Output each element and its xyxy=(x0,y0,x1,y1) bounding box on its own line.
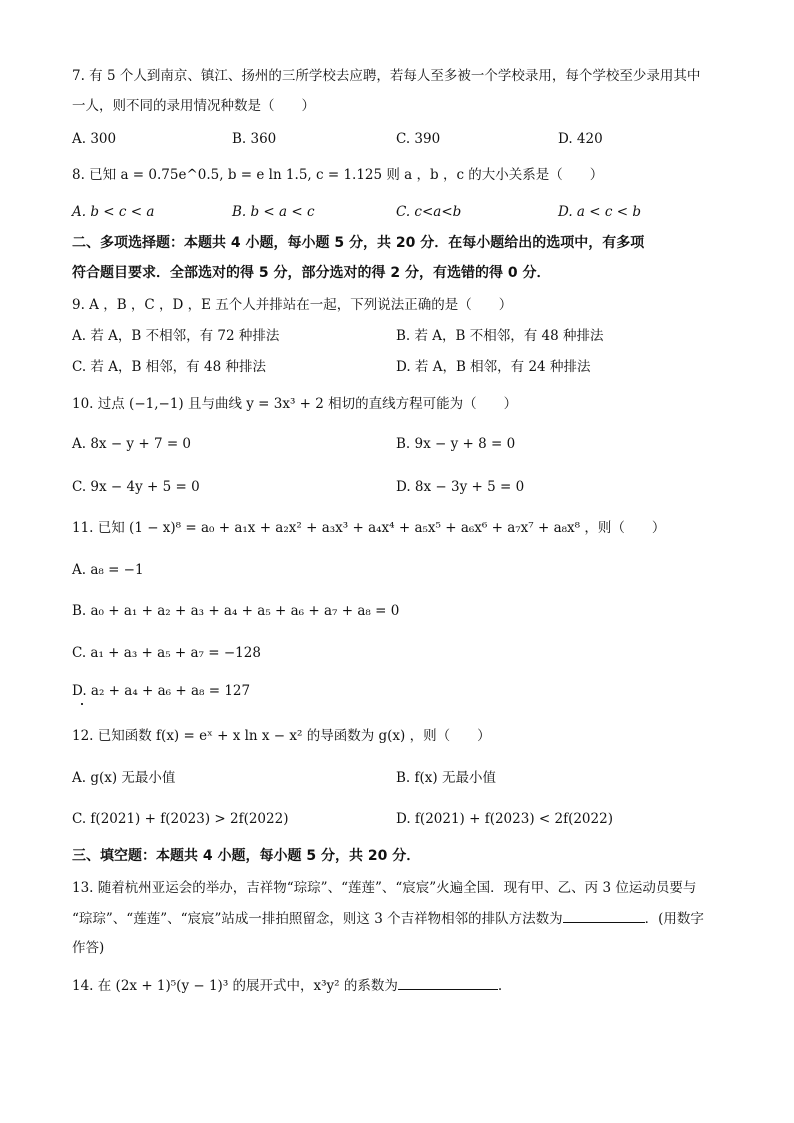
q9-option-a: A. 若 A，B 不相邻，有 72 种排法 xyxy=(72,328,280,344)
q7-stem-line1: 7. 有 5 个人到南京、镇江、扬州的三所学校去应聘，若每人至多被一个学校录用，每个学校至少录用其中 xyxy=(72,68,701,84)
q11-option-a: A. a₈ = −1 xyxy=(72,562,144,578)
q8-option-a: A. b < c < a xyxy=(72,204,155,220)
q11-option-c: C. a₁ + a₃ + a₅ + a₇ = −128 xyxy=(72,645,261,661)
q10-option-c: C. 9x − 4y + 5 = 0 xyxy=(72,479,200,495)
q11-stem: 11. 已知 (1 − x)⁸ = a₀ + a₁x + a₂x² + a₃x³ + a₄x⁴ + a₅x⁵ + a₆x⁶ + a₇x⁷ + a₈x⁸ ，则（ ） xyxy=(72,520,666,536)
q14-text: 14. 在 (2x + 1)⁵(y − 1)³ 的展开式中，x³y² 的系数为 xyxy=(72,978,398,994)
q8-option-d: D. a < c < b xyxy=(558,204,641,220)
q8-stem: 8. 已知 a = 0.75e^0.5, b = e ln 1.5, c = 1.125 则 a ，b ，c 的大小关系是（ ） xyxy=(72,167,604,183)
section2-header-line1: 二、多项选择题：本题共 4 小题，每小题 5 分，共 20 分．在每小题给出的选项中，有多项 xyxy=(72,235,645,251)
q10-option-a: A. 8x − y + 7 = 0 xyxy=(72,436,192,452)
q10-option-b: B. 9x − y + 8 = 0 xyxy=(396,436,516,452)
q7-option-a: A. 300 xyxy=(72,131,117,147)
q14-answer-blank[interactable] xyxy=(398,975,498,990)
q12-option-c: C. f(2021) + f(2023) > 2f(2022) xyxy=(72,811,289,827)
q8-option-b: B. b < a < c xyxy=(232,204,315,220)
q14-tail: . xyxy=(497,978,503,994)
q8-option-c: C. c<a<b xyxy=(396,204,462,220)
q11-option-d: D. a₂ + a₄ + a₆ + a₈ = 127 xyxy=(72,683,251,699)
q12-stem: 12. 已知函数 f(x) = eˣ + x ln x − x² 的导函数为 g(x) ，则（ ） xyxy=(72,728,491,744)
q13-answer-blank[interactable] xyxy=(563,908,645,923)
q13-stem-line1: 13. 随着杭州亚运会的举办，吉祥物“琮琮”、“莲莲”、“宸宸”火遍全国．现有甲、乙、丙 3 位运动员要与 xyxy=(72,880,697,896)
q7-option-c: C. 390 xyxy=(396,131,441,147)
q12-option-d: D. f(2021) + f(2023) < 2f(2022) xyxy=(396,811,613,827)
q7-option-d: D. 420 xyxy=(558,131,603,147)
q13-stem-line3: 作答) xyxy=(72,940,105,956)
q7-stem-line2: 一人，则不同的录用情况种数是（ ） xyxy=(72,98,315,114)
section3-header: 三、填空题：本题共 4 小题，每小题 5 分，共 20 分． xyxy=(72,848,421,864)
q13-stem-line2 xyxy=(72,908,704,929)
q14-stem xyxy=(72,975,502,996)
q9-option-b: B. 若 A，B 不相邻，有 48 种排法 xyxy=(396,328,604,344)
stray-dot xyxy=(81,703,83,705)
q12-option-b: B. f(x) 无最小值 xyxy=(396,770,496,786)
section2-header-line2: 符合题目要求．全部选对的得 5 分，部分选对的得 2 分，有选错的得 0 分． xyxy=(72,265,551,281)
q9-option-c: C. 若 A，B 相邻，有 48 种排法 xyxy=(72,359,266,375)
q11-option-b: B. a₀ + a₁ + a₂ + a₃ + a₄ + a₅ + a₆ + a₇ + a₈ = 0 xyxy=(72,603,400,619)
q13-line2-text: “琮琮”、“莲莲”、“宸宸”站成一排拍照留念，则这 3 个吉祥物相邻的排队方法数为 xyxy=(72,911,563,927)
q13-line2-tail: ．(用数字 xyxy=(644,911,704,927)
q10-option-d: D. 8x − 3y + 5 = 0 xyxy=(396,479,525,495)
q7-option-b: B. 360 xyxy=(232,131,277,147)
q10-stem: 10. 过点 (−1,−1) 且与曲线 y = 3x³ + 2 相切的直线方程可能为（ ） xyxy=(72,396,518,412)
q12-option-a: A. g(x) 无最小值 xyxy=(72,770,176,786)
q9-option-d: D. 若 A，B 相邻，有 24 种排法 xyxy=(396,359,591,375)
q9-stem: 9. A ，B ，C ，D ，E 五个人并排站在一起，下列说法正确的是（ ） xyxy=(72,297,513,313)
